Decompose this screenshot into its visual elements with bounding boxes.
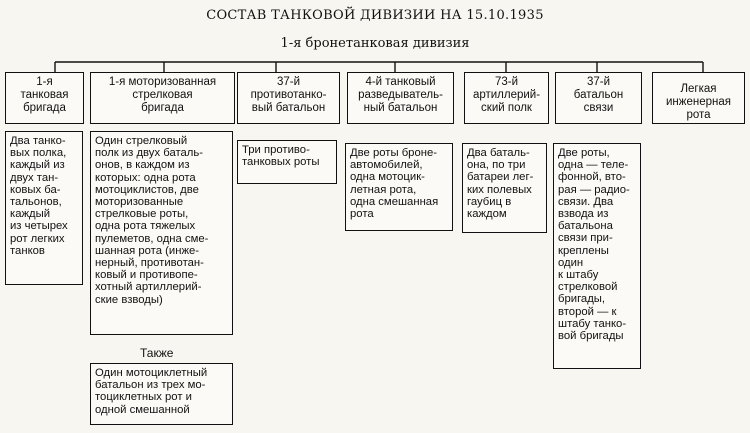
unit-detail-tank-brigade: Два танко- вых полка, каждый из двух тан- ковых ба- тальонов, каждый из четырех рот легких танков (5, 131, 83, 285)
unit-header-antitank-battalion: 37-й противотанко- вый батальон (237, 72, 340, 124)
unit-header-artillery-regiment: 73-й артиллерий- ский полк (464, 72, 549, 124)
unit-detail-antitank-battalion: Три противо- танковых роты (237, 140, 337, 184)
unit-detail-artillery-regiment: Два баталь- она, по три батареи лег- ких полевых гаубиц в каждом (462, 143, 547, 233)
unit-header-engineer-company: Легкая инженерная рота (652, 72, 745, 124)
unit-header-tank-brigade: 1-я танковая бригада (5, 72, 84, 124)
also-label: Также (140, 346, 174, 360)
unit-detail-motorized-brigade: Один стрелковый полк из двух баталь- онов, в каждом из которых: одна рота мотоциклистов, две моторизованные стрелковые роты, одна рота тяжелых пулеметов, одна сме- шанная рота (инже- нерный, противотан- ковый и противопе- хотный артиллерий- ские взводы) (90, 131, 233, 335)
unit-detail-signal-battalion: Две роты, одна — теле- фонной, вто- рая — радио- связи. Два взвода из батальона связи при- креплены один к штабу стрелковой бригады, второй — к штабу танко- вой бригады (553, 143, 641, 369)
unit-header-recon-battalion: 4-й танковый разведыватель- ный батальон (347, 72, 454, 124)
unit-detail-recon-battalion: Две роты броне- автомобилей, одна мотоцик- летная рота, одна смешанная рота (345, 143, 453, 231)
also-detail-motorcycle-battalion: Один мотоциклетный батальон из трех мо- тоциклетных рот и одной смешанной (90, 363, 233, 425)
division-name: 1-я бронетанковая дивизия (280, 36, 470, 51)
unit-header-motorized-brigade: 1-я моторизованная стрелковая бригада (90, 72, 235, 124)
unit-header-signal-battalion: 37-й батальон связи (555, 72, 642, 124)
diagram-title: СОСТАВ ТАНКОВОЙ ДИВИЗИИ НА 15.10.1935 (206, 8, 544, 23)
